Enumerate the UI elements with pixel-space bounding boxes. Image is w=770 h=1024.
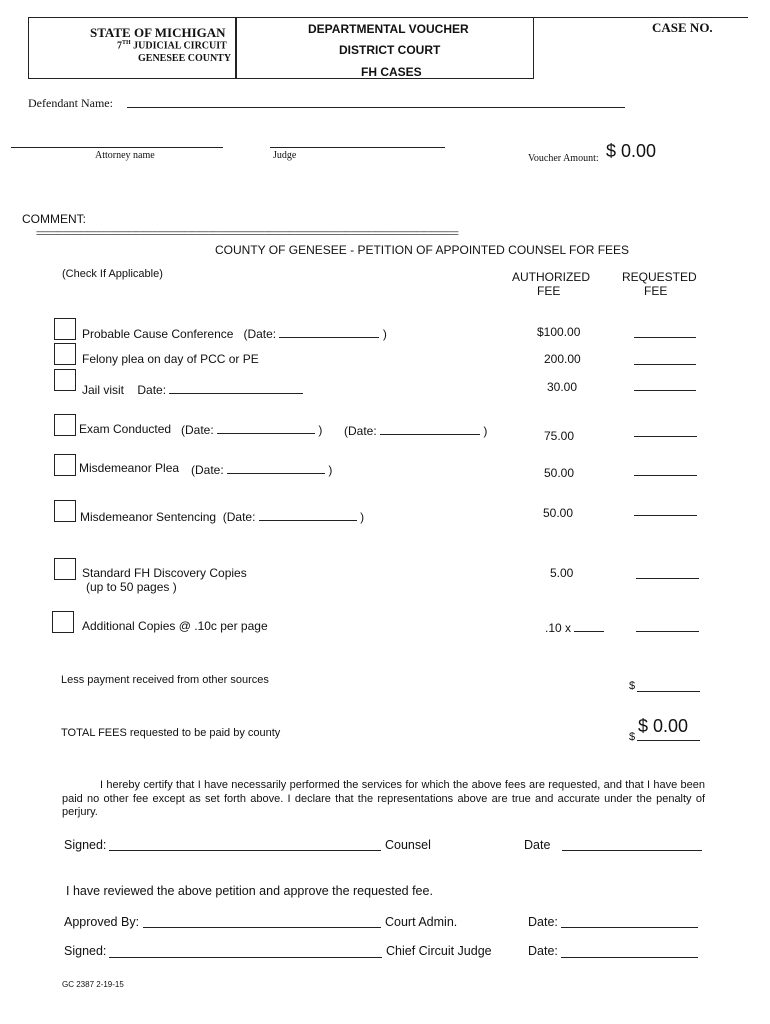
misd-plea-checkbox[interactable]: [54, 454, 76, 476]
jail-label: Jail visit: [82, 383, 125, 397]
felony-fee: 200.00: [544, 352, 581, 366]
attorney-label: Attorney name: [95, 150, 155, 161]
court-admin-label: Court Admin.: [385, 915, 458, 929]
separator-line: ==================================================================================================: [36, 228, 458, 238]
pcc-date-label: (Date:: [243, 327, 277, 341]
exam-close: ): [318, 423, 323, 437]
court-admin-signature-field[interactable]: [143, 927, 381, 928]
misd-plea-label: Misdemeanor Plea: [79, 461, 180, 475]
defendant-label: Defendant Name:: [28, 96, 113, 110]
misd-plea-requested-field[interactable]: [634, 475, 697, 476]
counsel-date-field[interactable]: [562, 850, 702, 851]
pcc-date-field[interactable]: [279, 325, 379, 338]
counsel-signature-field[interactable]: [109, 850, 381, 851]
county-name: GENESEE COUNTY: [138, 53, 232, 64]
less-payment-field[interactable]: [637, 691, 700, 692]
misd-sent-row: [80, 508, 364, 524]
judge-date-field[interactable]: [561, 957, 698, 958]
approved-by-label: Approved By:: [64, 915, 140, 929]
court-admin-date-field[interactable]: [561, 927, 698, 928]
misd-plea-date-row: [191, 461, 332, 477]
jail-date-label: Date:: [137, 383, 167, 397]
requested-header-1: REQUESTED: [622, 270, 697, 284]
voucher-amount-value[interactable]: $ 0.00: [606, 141, 657, 161]
additional-fee-row: [545, 619, 604, 635]
exam-requested-field[interactable]: [634, 436, 697, 437]
exam-date-row-2: [344, 422, 487, 438]
circuit-text: JUDICIAL CIRCUIT: [130, 40, 227, 52]
misd-sent-requested-field[interactable]: [634, 515, 697, 516]
circuit-suffix: TH: [122, 40, 131, 46]
discovery-checkbox[interactable]: [54, 558, 76, 580]
misd-sent-close: ): [360, 510, 365, 524]
cases-title: FH CASES: [361, 65, 422, 79]
misd-sent-label: Misdemeanor Sentencing: [80, 510, 217, 524]
exam-close-2: ): [483, 424, 488, 438]
judge-field[interactable]: [270, 147, 445, 148]
discovery-requested-field[interactable]: [636, 578, 699, 579]
case-no-label: CASE NO.: [652, 20, 713, 35]
approval-text: I have reviewed the above petition and approve the requested fee.: [66, 884, 433, 898]
misd-sent-date-label: (Date:: [222, 510, 256, 524]
exam-date-label: (Date:: [181, 423, 214, 437]
misd-plea-fee: 50.00: [544, 466, 575, 480]
misd-sent-checkbox[interactable]: [54, 500, 76, 522]
voucher-amount-label: Voucher Amount:: [528, 153, 599, 164]
comment-label: COMMENT:: [22, 212, 86, 226]
header-top-rule: [532, 17, 748, 18]
form-code: GC 2387 2-19-15: [62, 980, 124, 989]
discovery-sublabel: (up to 50 pages ): [86, 580, 177, 594]
jail-fee: 30.00: [547, 380, 578, 394]
jail-date-field[interactable]: [169, 381, 303, 394]
exam-date-field[interactable]: [217, 421, 315, 434]
chief-judge-label: Chief Circuit Judge: [386, 944, 492, 958]
pcc-checkbox[interactable]: [54, 318, 76, 340]
requested-header-2: FEE: [644, 284, 668, 298]
court-admin-date-label: Date:: [528, 915, 558, 929]
judge-signature-field[interactable]: [109, 957, 382, 958]
pcc-requested-field[interactable]: [634, 337, 696, 338]
petition-heading: COUNTY OF GENESEE - PETITION OF APPOINTED COUNSEL FOR FEES: [215, 243, 630, 257]
misd-plea-date-label: (Date:: [191, 463, 224, 477]
less-payment-dollar: $: [629, 680, 636, 692]
discovery-fee: 5.00: [550, 566, 574, 580]
circuit-number: 7: [117, 40, 122, 52]
additional-fee: .10 x: [545, 621, 572, 635]
felony-checkbox[interactable]: [54, 343, 76, 365]
attorney-name-field[interactable]: [11, 147, 223, 148]
circuit-line: [117, 40, 227, 51]
total-fees-dollar: $: [629, 731, 636, 743]
exam-date-label-2: (Date:: [344, 424, 377, 438]
counsel-label: Counsel: [385, 838, 431, 852]
signed-counsel-label: Signed:: [64, 838, 107, 852]
judge-date-label: Date:: [528, 944, 558, 958]
misd-sent-fee: 50.00: [543, 506, 574, 520]
certification-text: I hereby certify that I have necessarily performed the services for which the above fees are requested, and that I have been paid no other fee except as set forth above. I declare that the representations above are true and accurate under the penalty of perjury.: [62, 779, 705, 818]
exam-date-row: [181, 421, 322, 437]
voucher-title: DEPARTMENTAL VOUCHER: [308, 22, 469, 36]
pcc-label: Probable Cause Conference: [82, 327, 234, 341]
felony-label: Felony plea on day of PCC or PE: [82, 352, 259, 366]
jail-requested-field[interactable]: [634, 390, 696, 391]
defendant-name-field[interactable]: [127, 107, 625, 108]
additional-label: Additional Copies @ .10c per page: [82, 619, 268, 633]
misd-sent-date-field[interactable]: [259, 508, 357, 521]
exam-checkbox[interactable]: [54, 414, 76, 436]
additional-requested-field[interactable]: [636, 631, 699, 632]
counsel-date-label: Date: [524, 838, 551, 852]
exam-date-field-2[interactable]: [380, 422, 480, 435]
total-fees-value[interactable]: $ 0.00: [638, 716, 689, 736]
misd-plea-date-field[interactable]: [227, 461, 325, 474]
discovery-label: Standard FH Discovery Copies: [82, 566, 247, 580]
signed-judge-label: Signed:: [64, 944, 107, 958]
jail-checkbox[interactable]: [54, 369, 76, 391]
additional-pages-field[interactable]: [574, 619, 604, 632]
exam-fee: 75.00: [544, 429, 575, 443]
pcc-row: [82, 325, 387, 341]
authorized-header-2: FEE: [537, 284, 561, 298]
check-if-applicable: (Check If Applicable): [62, 268, 163, 280]
total-fees-label: TOTAL FEES requested to be paid by county: [61, 727, 281, 739]
judge-label: Judge: [273, 150, 297, 161]
total-fees-rule: [637, 740, 700, 741]
state-title: STATE OF MICHIGAN: [90, 25, 226, 40]
additional-checkbox[interactable]: [52, 611, 74, 633]
court-title: DISTRICT COURT: [339, 43, 441, 57]
authorized-header-1: AUTHORIZED: [512, 270, 590, 284]
jail-row: [82, 381, 303, 397]
exam-label: Exam Conducted: [79, 422, 172, 436]
pcc-fee: $100.00: [537, 325, 581, 339]
misd-plea-close: ): [328, 463, 333, 477]
pcc-close: ): [382, 327, 387, 341]
felony-requested-field[interactable]: [634, 364, 696, 365]
less-payment-label: Less payment received from other sources: [61, 674, 269, 686]
